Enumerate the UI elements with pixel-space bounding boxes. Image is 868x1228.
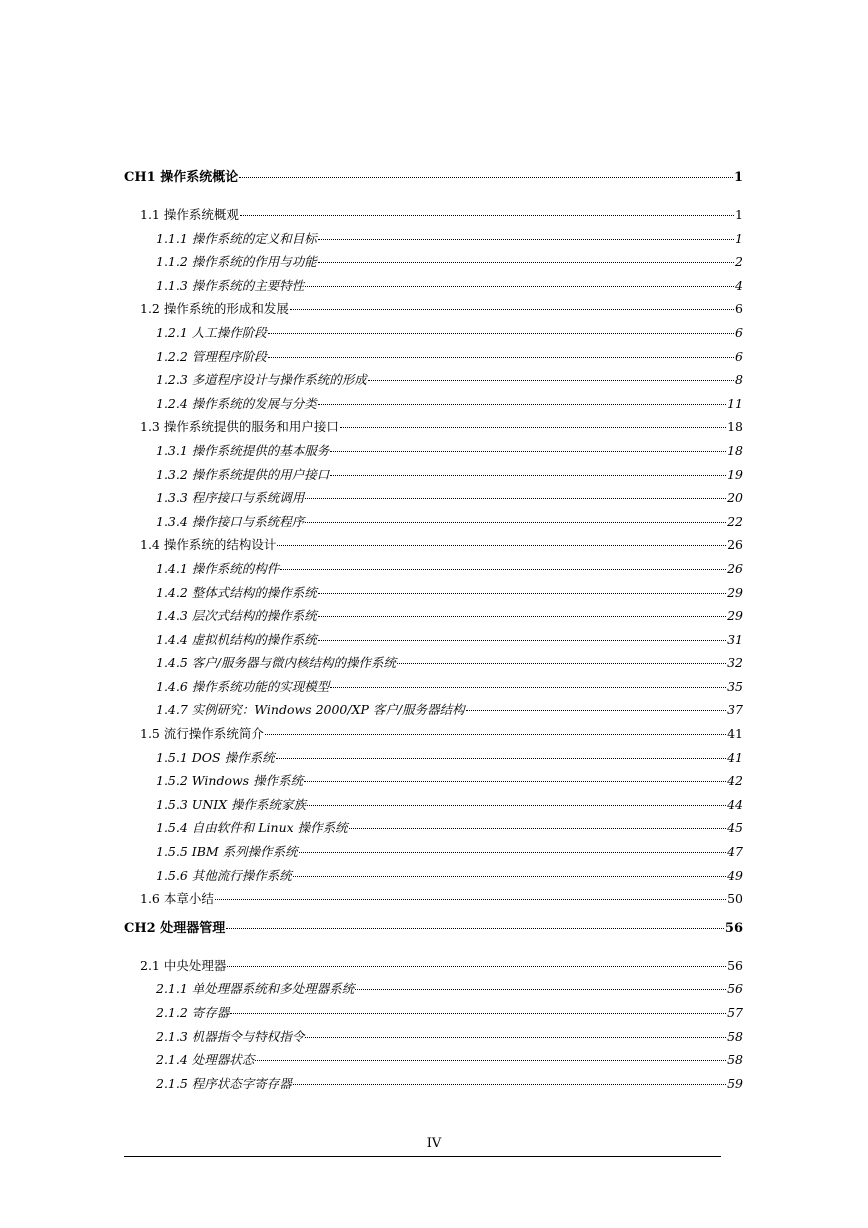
toc-entry	[124, 250, 743, 274]
toc-entry	[124, 722, 743, 746]
toc-entry-title: 2.1.5 程序状态字寄存器	[156, 1075, 292, 1091]
toc-entry-page: 6	[735, 301, 743, 317]
toc-entry-page: 59	[727, 1075, 743, 1091]
toc-entry-title: 1.4.2 整体式结构的操作系统	[156, 584, 317, 600]
toc-entry-title: 1.1 操作系统概观	[140, 207, 239, 222]
toc-entry-page: 18	[727, 419, 743, 435]
dot-leader	[318, 593, 726, 594]
toc-entry-page: 22	[727, 513, 743, 529]
toc-entry	[124, 769, 743, 793]
dot-leader	[255, 1060, 726, 1061]
toc-chapter-entry	[124, 168, 743, 203]
toc-entry-title: 1.5.2 Windows 操作系统	[156, 773, 304, 789]
toc-entry-page: 29	[727, 584, 743, 600]
toc-entry-title: 2.1 中央处理器	[140, 957, 227, 973]
dot-leader	[293, 876, 726, 877]
dot-leader	[307, 805, 726, 806]
toc-entry	[124, 510, 743, 534]
dot-leader	[330, 475, 726, 476]
toc-entry	[124, 1001, 743, 1025]
toc-entry-page: 1	[735, 207, 743, 222]
dot-leader	[340, 427, 726, 428]
dot-leader	[305, 1037, 726, 1038]
toc-entry-page: 1	[735, 230, 743, 246]
dot-leader	[349, 828, 726, 829]
toc-entry	[124, 581, 743, 605]
toc-entry-page: 45	[727, 820, 743, 836]
toc-entry-page: 37	[727, 702, 743, 718]
footer-rule	[124, 1156, 721, 1157]
toc-entry-page: 1	[733, 170, 743, 185]
dot-leader	[305, 498, 726, 499]
toc-entry-title: 1.4.4 虚拟机结构的操作系统	[156, 631, 317, 647]
toc-entry-title: 1.4.6 操作系统功能的实现模型	[156, 678, 330, 694]
toc-entry-title: 1.4 操作系统的结构设计	[140, 537, 277, 553]
toc-entry-title: 1.4.1 操作系统的构件	[156, 560, 280, 576]
dot-leader	[397, 663, 726, 664]
toc-entry-title: 1.5 流行操作系统简介	[140, 726, 264, 742]
toc-entry-page: 58	[727, 1028, 743, 1044]
toc-entry	[124, 954, 743, 978]
toc-entry-title: 1.6 本章小结	[140, 891, 214, 907]
toc-entry-page: 58	[727, 1052, 743, 1068]
toc-entry-page: 19	[727, 466, 743, 482]
toc-entry-page: 31	[727, 631, 743, 647]
toc-entry	[124, 651, 743, 675]
toc-entry	[124, 557, 743, 581]
toc-entry-page: 29	[727, 608, 743, 624]
dot-leader	[290, 309, 734, 310]
toc-entry	[124, 1048, 743, 1072]
toc-entry-title: 1.5.3 UNIX 操作系统家族	[156, 796, 307, 812]
toc-entry-title: 1.4.3 层次式结构的操作系统	[156, 608, 317, 624]
toc-entry-page: 35	[727, 678, 743, 694]
toc-entry-title: 1.3.1 操作系统提供的基本服务	[156, 442, 330, 458]
toc-entry	[124, 415, 743, 439]
dot-leader	[305, 522, 726, 523]
dot-leader	[226, 928, 724, 929]
toc-entry-title: 2.1.3 机器指令与特权指令	[156, 1028, 305, 1044]
toc-entry	[124, 533, 743, 557]
dot-leader	[318, 640, 726, 641]
toc-entry	[124, 816, 743, 840]
dot-leader	[330, 451, 726, 452]
dot-leader	[355, 989, 726, 990]
toc-entry-title: 1.3.2 操作系统提供的用户接口	[156, 466, 330, 482]
toc-entry-page: 4	[735, 277, 743, 293]
toc-entry-title: 1.1.1 操作系统的定义和目标	[156, 230, 317, 246]
dot-leader	[265, 734, 726, 735]
dot-leader	[466, 710, 727, 711]
toc-entry	[124, 1025, 743, 1049]
toc-entry-title: 1.4.5 客户/服务器与微内核结构的操作系统	[156, 655, 396, 671]
toc-entry-title: 1.1.2 操作系统的作用与功能	[156, 254, 317, 270]
dot-leader	[318, 404, 726, 405]
dot-leader	[305, 286, 734, 287]
toc-entry-title: 2.1.2 寄存器	[156, 1005, 230, 1020]
toc-entry	[124, 321, 743, 345]
toc-entry-title: 1.2.2 管理程序阶段	[156, 348, 267, 364]
toc-entry-page: 44	[727, 796, 743, 812]
toc-entry	[124, 203, 743, 227]
toc-entry-title: 1.2.3 多道程序设计与操作系统的形成	[156, 372, 367, 388]
toc-entry-title: 1.2.4 操作系统的发展与分类	[156, 395, 317, 411]
toc-entry	[124, 345, 743, 369]
toc-entry	[124, 675, 743, 699]
dot-leader	[318, 616, 726, 617]
toc-entry-title: 1.5.6 其他流行操作系统	[156, 867, 292, 883]
toc-entry-page: 57	[727, 1005, 743, 1020]
toc-entry	[124, 793, 743, 817]
toc-entry-title: 2.1.1 单处理器系统和多处理器系统	[156, 981, 355, 997]
toc-entry-title: 1.3.3 程序接口与系统调用	[156, 490, 305, 506]
toc-entry-title: 1.5.1 DOS 操作系统	[156, 749, 275, 765]
toc-entry	[124, 274, 743, 298]
dot-leader	[239, 177, 733, 178]
toc-entry	[124, 698, 743, 722]
toc-entry	[124, 604, 743, 628]
toc-entry-page: 41	[727, 726, 743, 742]
toc-entry-title: 1.5.4 自由软件和 Linux 操作系统	[156, 820, 348, 836]
toc-entry-title: 1.5.5 IBM 系列操作系统	[156, 844, 298, 860]
toc-entry-title: 1.3.4 操作接口与系统程序	[156, 513, 305, 529]
toc-entry-title: 2.1.4 处理器状态	[156, 1052, 255, 1068]
dot-leader	[240, 215, 734, 216]
toc-chapter-entry	[124, 919, 743, 954]
toc-entry-page: 56	[727, 981, 743, 997]
toc-entry-page: 42	[727, 773, 743, 789]
toc-entry-page: 47	[727, 844, 743, 860]
toc-entry-page: 26	[727, 537, 743, 553]
dot-leader	[268, 357, 734, 358]
dot-leader	[318, 239, 734, 240]
toc-entry-title: CH2 处理器管理	[124, 920, 226, 936]
dot-leader	[280, 569, 726, 570]
toc-entry	[124, 1072, 743, 1096]
toc-entry-page: 2	[735, 254, 743, 270]
dot-leader	[318, 262, 734, 263]
toc-entry	[124, 463, 743, 487]
toc-entry-title: 1.4.7 实例研究：Windows 2000/XP 客户/服务器结构	[156, 702, 465, 718]
toc-entry	[124, 297, 743, 321]
toc-entry-page: 8	[735, 372, 743, 388]
toc-entry-title: 1.2 操作系统的形成和发展	[140, 301, 289, 317]
toc-entry	[124, 486, 743, 510]
toc-entry	[124, 227, 743, 251]
toc-entry-page: 56	[727, 957, 743, 973]
dot-leader	[304, 781, 726, 782]
toc-entry-page: 50	[727, 891, 743, 907]
dot-leader	[277, 545, 726, 546]
toc-entry-page: 26	[727, 560, 743, 576]
toc-entry-page: 41	[727, 749, 743, 765]
toc-entry	[124, 746, 743, 770]
toc-entry-page: 6	[735, 324, 743, 340]
toc-entry-title: CH1 操作系统概论	[124, 170, 239, 185]
dot-leader	[227, 966, 726, 967]
toc-entry-title: 1.1.3 操作系统的主要特性	[156, 277, 305, 293]
toc-entry	[124, 368, 743, 392]
toc-entry-page: 18	[727, 442, 743, 458]
toc-entry-title: 1.3 操作系统提供的服务和用户接口	[140, 419, 339, 435]
toc-entry	[124, 392, 743, 416]
toc-entry	[124, 864, 743, 888]
dot-leader	[276, 758, 727, 759]
toc-entry-page: 49	[727, 867, 743, 883]
toc-entry-page: 56	[724, 920, 743, 936]
toc-entry	[124, 840, 743, 864]
dot-leader	[330, 687, 726, 688]
dot-leader	[230, 1013, 726, 1014]
table-of-contents	[124, 168, 743, 1095]
toc-entry-page: 20	[727, 490, 743, 506]
toc-entry	[124, 628, 743, 652]
dot-leader	[215, 899, 726, 900]
toc-entry	[124, 439, 743, 463]
page-number: IV	[426, 1136, 442, 1151]
toc-entry-page: 6	[735, 348, 743, 364]
toc-entry-page: 11	[727, 395, 743, 411]
toc-entry	[124, 977, 743, 1001]
toc-entry-page: 32	[727, 655, 743, 671]
toc-entry-title: 1.2.1 人工操作阶段	[156, 324, 267, 340]
dot-leader	[299, 852, 726, 853]
dot-leader	[368, 380, 734, 381]
dot-leader	[268, 333, 734, 334]
toc-entry	[124, 887, 743, 911]
dot-leader	[293, 1084, 726, 1085]
